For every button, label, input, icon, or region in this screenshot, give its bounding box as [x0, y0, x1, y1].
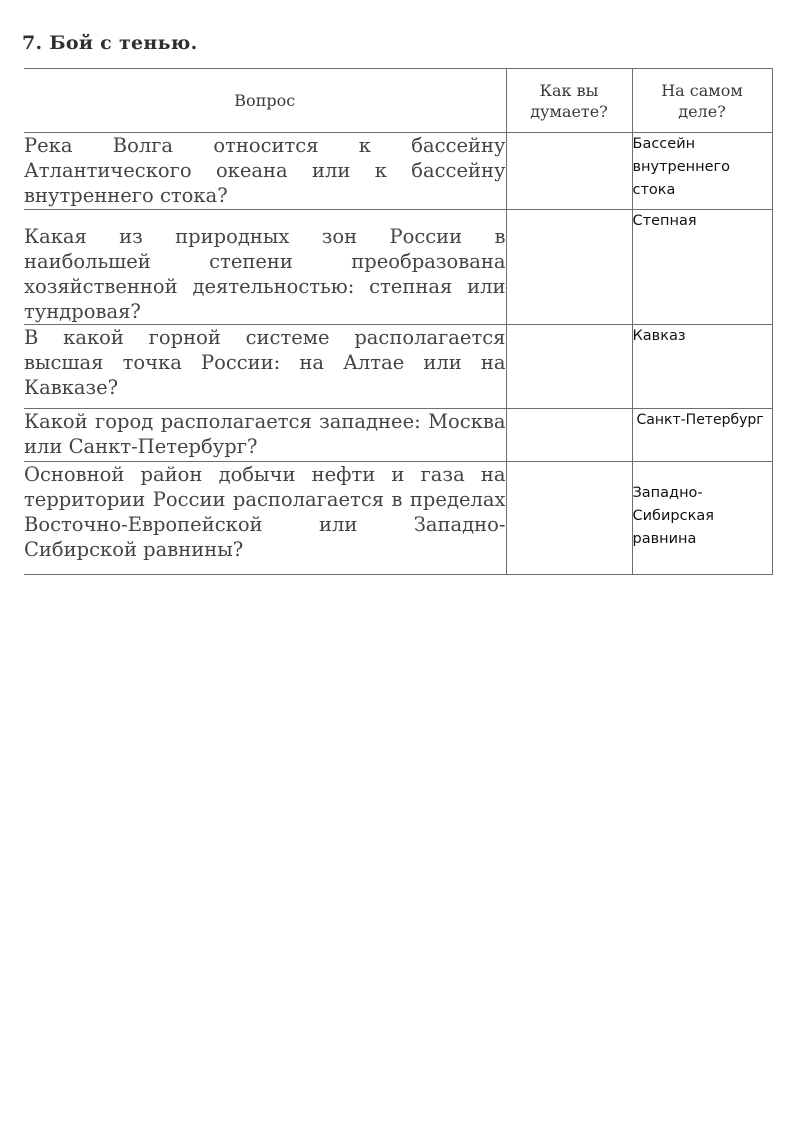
- answer-cell: [632, 409, 772, 462]
- header-question: Вопрос: [24, 69, 506, 133]
- answer-cell: [632, 133, 772, 210]
- table-row: [24, 210, 772, 325]
- header-actual: На самом деле?: [632, 69, 772, 133]
- table-row: [24, 325, 772, 409]
- answer-text: Степная: [632, 213, 697, 229]
- guess-cell[interactable]: [506, 409, 632, 462]
- question-cell: Река Волга относится к бассейну Атлантического океана или к бассейну внутреннего стока?: [24, 133, 506, 210]
- table-row: [24, 462, 772, 575]
- answer-text: Кавказ: [632, 328, 686, 344]
- answer-text: Санкт-Петербург: [636, 412, 764, 428]
- answer-text: Западно-Сибирская равнина: [632, 485, 714, 547]
- table-row: [24, 409, 772, 462]
- exercise-title: 7. Бой с тенью.: [22, 32, 198, 54]
- guess-cell[interactable]: [506, 210, 632, 325]
- question-cell: Основной район добычи нефти и газа на территории России располагается в пределах Восточно-Европейской или Западно-Сибирской равнины?: [24, 462, 506, 575]
- question-cell: В какой горной системе располагается высшая точка России: на Алтае или на Кавказе?: [24, 325, 506, 409]
- question-cell: Какой город располагается западнее: Москва или Санкт-Петербург?: [24, 409, 506, 462]
- table-header-row: [24, 69, 772, 133]
- guess-cell[interactable]: [506, 462, 632, 575]
- guess-cell[interactable]: [506, 133, 632, 210]
- header-guess: Как вы думаете?: [506, 69, 632, 133]
- answer-cell: [632, 210, 772, 325]
- table-row: [24, 133, 772, 210]
- answer-cell: [632, 462, 772, 575]
- question-cell: Какая из природных зон России в наибольшей степени преобразована хозяйственной деятельностью: степная или тундровая?: [24, 210, 506, 325]
- answer-text: Бассейн внутреннего стока: [632, 136, 731, 198]
- guess-cell[interactable]: [506, 325, 632, 409]
- quiz-table: [24, 68, 773, 575]
- answer-cell: [632, 325, 772, 409]
